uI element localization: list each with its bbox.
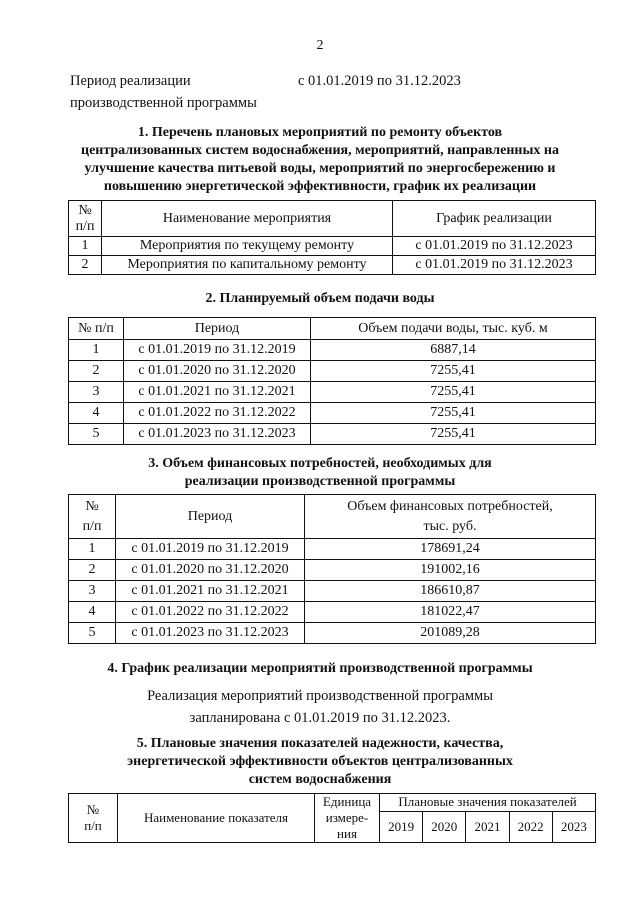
section1-title-line: улучшение качества питьевой воды, мероприятий по энергосбережению и [84, 161, 556, 176]
section3-title [40, 455, 600, 491]
section4-text [40, 685, 600, 729]
row-num: 5 [69, 424, 124, 445]
row-num: 2 [69, 361, 124, 382]
row-period: с 01.01.2020 по 31.12.2020 [116, 560, 305, 581]
col-num-header: № п/п [69, 495, 116, 539]
table-row [69, 340, 596, 361]
table-header-row [69, 495, 596, 539]
row-period: с 01.01.2023 по 31.12.2023 [124, 424, 311, 445]
col-year-header: 2021 [466, 811, 509, 842]
section1-title [40, 124, 600, 196]
period-label-line2: производственной программы [70, 95, 257, 111]
col-num-header: № п/п [69, 201, 102, 237]
table-row [69, 602, 596, 623]
table-header-row [69, 794, 596, 812]
row-period: с 01.01.2019 по 31.12.2019 [124, 340, 311, 361]
table-row [69, 560, 596, 581]
col-num-header: № п/п [69, 794, 118, 843]
row-num: 4 [69, 602, 116, 623]
col-period-header: Период [124, 318, 311, 340]
row-period: с 01.01.2021 по 31.12.2021 [116, 581, 305, 602]
finance-table [68, 494, 596, 644]
row-num: 1 [69, 340, 124, 361]
row-schedule: с 01.01.2019 по 31.12.2023 [393, 237, 596, 256]
section1-title-line: 1. Перечень плановых мероприятий по ремонту объектов [137, 125, 503, 140]
period-label: Период реализации [70, 73, 191, 89]
row-value: 201089,28 [305, 623, 596, 644]
table-row [69, 539, 596, 560]
indicators-table [68, 793, 596, 843]
section3-title-line: реализации производственной программы [184, 474, 456, 489]
row-volume: 6887,14 [311, 340, 596, 361]
col-name-header: Наименование мероприятия [102, 201, 393, 237]
col-unit-header: Единица измере- ния [315, 794, 380, 843]
table-row [69, 424, 596, 445]
row-volume: 7255,41 [311, 382, 596, 403]
section5-title-line: 5. Плановые значения показателей надежности, качества, [136, 736, 504, 751]
row-period: с 01.01.2022 по 31.12.2022 [116, 602, 305, 623]
section5-title [40, 735, 600, 789]
col-schedule-header: График реализации [393, 201, 596, 237]
table-row [69, 581, 596, 602]
row-period: с 01.01.2020 по 31.12.2020 [124, 361, 311, 382]
col-finance-header: Объем финансовых потребностей, тыс. руб. [305, 495, 596, 539]
row-volume: 7255,41 [311, 361, 596, 382]
section5-title-line: систем водоснабжения [248, 772, 392, 787]
period-value: с 01.01.2019 по 31.12.2023 [298, 73, 461, 89]
row-num: 4 [69, 403, 124, 424]
row-num: 2 [69, 560, 116, 581]
section3-title-line: 3. Объем финансовых потребностей, необходимых для [148, 456, 492, 471]
row-period: с 01.01.2021 по 31.12.2021 [124, 382, 311, 403]
row-num: 3 [69, 581, 116, 602]
col-num-header: № п/п [69, 318, 124, 340]
col-year-header: 2020 [423, 811, 466, 842]
table-row [69, 256, 596, 275]
row-value: 186610,87 [305, 581, 596, 602]
col-indicator-header: Наименование показателя [118, 794, 315, 843]
row-value: 191002,16 [305, 560, 596, 581]
table-row [69, 623, 596, 644]
row-num: 3 [69, 382, 124, 403]
section2-title: 2. Планируемый объем подачи воды [205, 291, 435, 306]
col-period-header: Период [116, 495, 305, 539]
row-num: 1 [69, 237, 102, 256]
row-num: 2 [69, 256, 102, 275]
section4-title: 4. График реализации мероприятий производственной программы [107, 661, 533, 676]
page-number: 2 [316, 38, 324, 53]
water-volume-table [68, 317, 596, 445]
activities-table [68, 200, 596, 275]
program-period [70, 70, 610, 114]
col-year-header: 2023 [552, 811, 595, 842]
row-num: 5 [69, 623, 116, 644]
row-name: Мероприятия по капитальному ремонту [102, 256, 393, 275]
row-name: Мероприятия по текущему ремонту [102, 237, 393, 256]
row-period: с 01.01.2023 по 31.12.2023 [116, 623, 305, 644]
row-volume: 7255,41 [311, 424, 596, 445]
table-row [69, 382, 596, 403]
row-num: 1 [69, 539, 116, 560]
table-row [69, 403, 596, 424]
row-schedule: с 01.01.2019 по 31.12.2023 [393, 256, 596, 275]
table-row [69, 237, 596, 256]
row-period: с 01.01.2022 по 31.12.2022 [124, 403, 311, 424]
row-volume: 7255,41 [311, 403, 596, 424]
table-header-row [69, 201, 596, 237]
table-row [69, 361, 596, 382]
row-value: 178691,24 [305, 539, 596, 560]
section5-title-line: энергетической эффективности объектов централизованных [127, 754, 513, 769]
section1-title-line: централизованных систем водоснабжения, мероприятий, направленных на [81, 143, 559, 158]
col-year-header: 2019 [380, 811, 423, 842]
row-period: с 01.01.2019 по 31.12.2019 [116, 539, 305, 560]
table-header-row [69, 318, 596, 340]
col-volume-header: Объем подачи воды, тыс. куб. м [311, 318, 596, 340]
col-year-header: 2022 [509, 811, 552, 842]
section4-text-line: Реализация мероприятий производственной программы [147, 688, 493, 704]
col-plan-header: Плановые значения показателей [380, 794, 596, 812]
row-value: 181022,47 [305, 602, 596, 623]
section1-title-line: повышению энергетической эффективности, график их реализации [103, 179, 537, 194]
section4-text-line: запланирована с 01.01.2019 по 31.12.2023. [189, 710, 451, 726]
